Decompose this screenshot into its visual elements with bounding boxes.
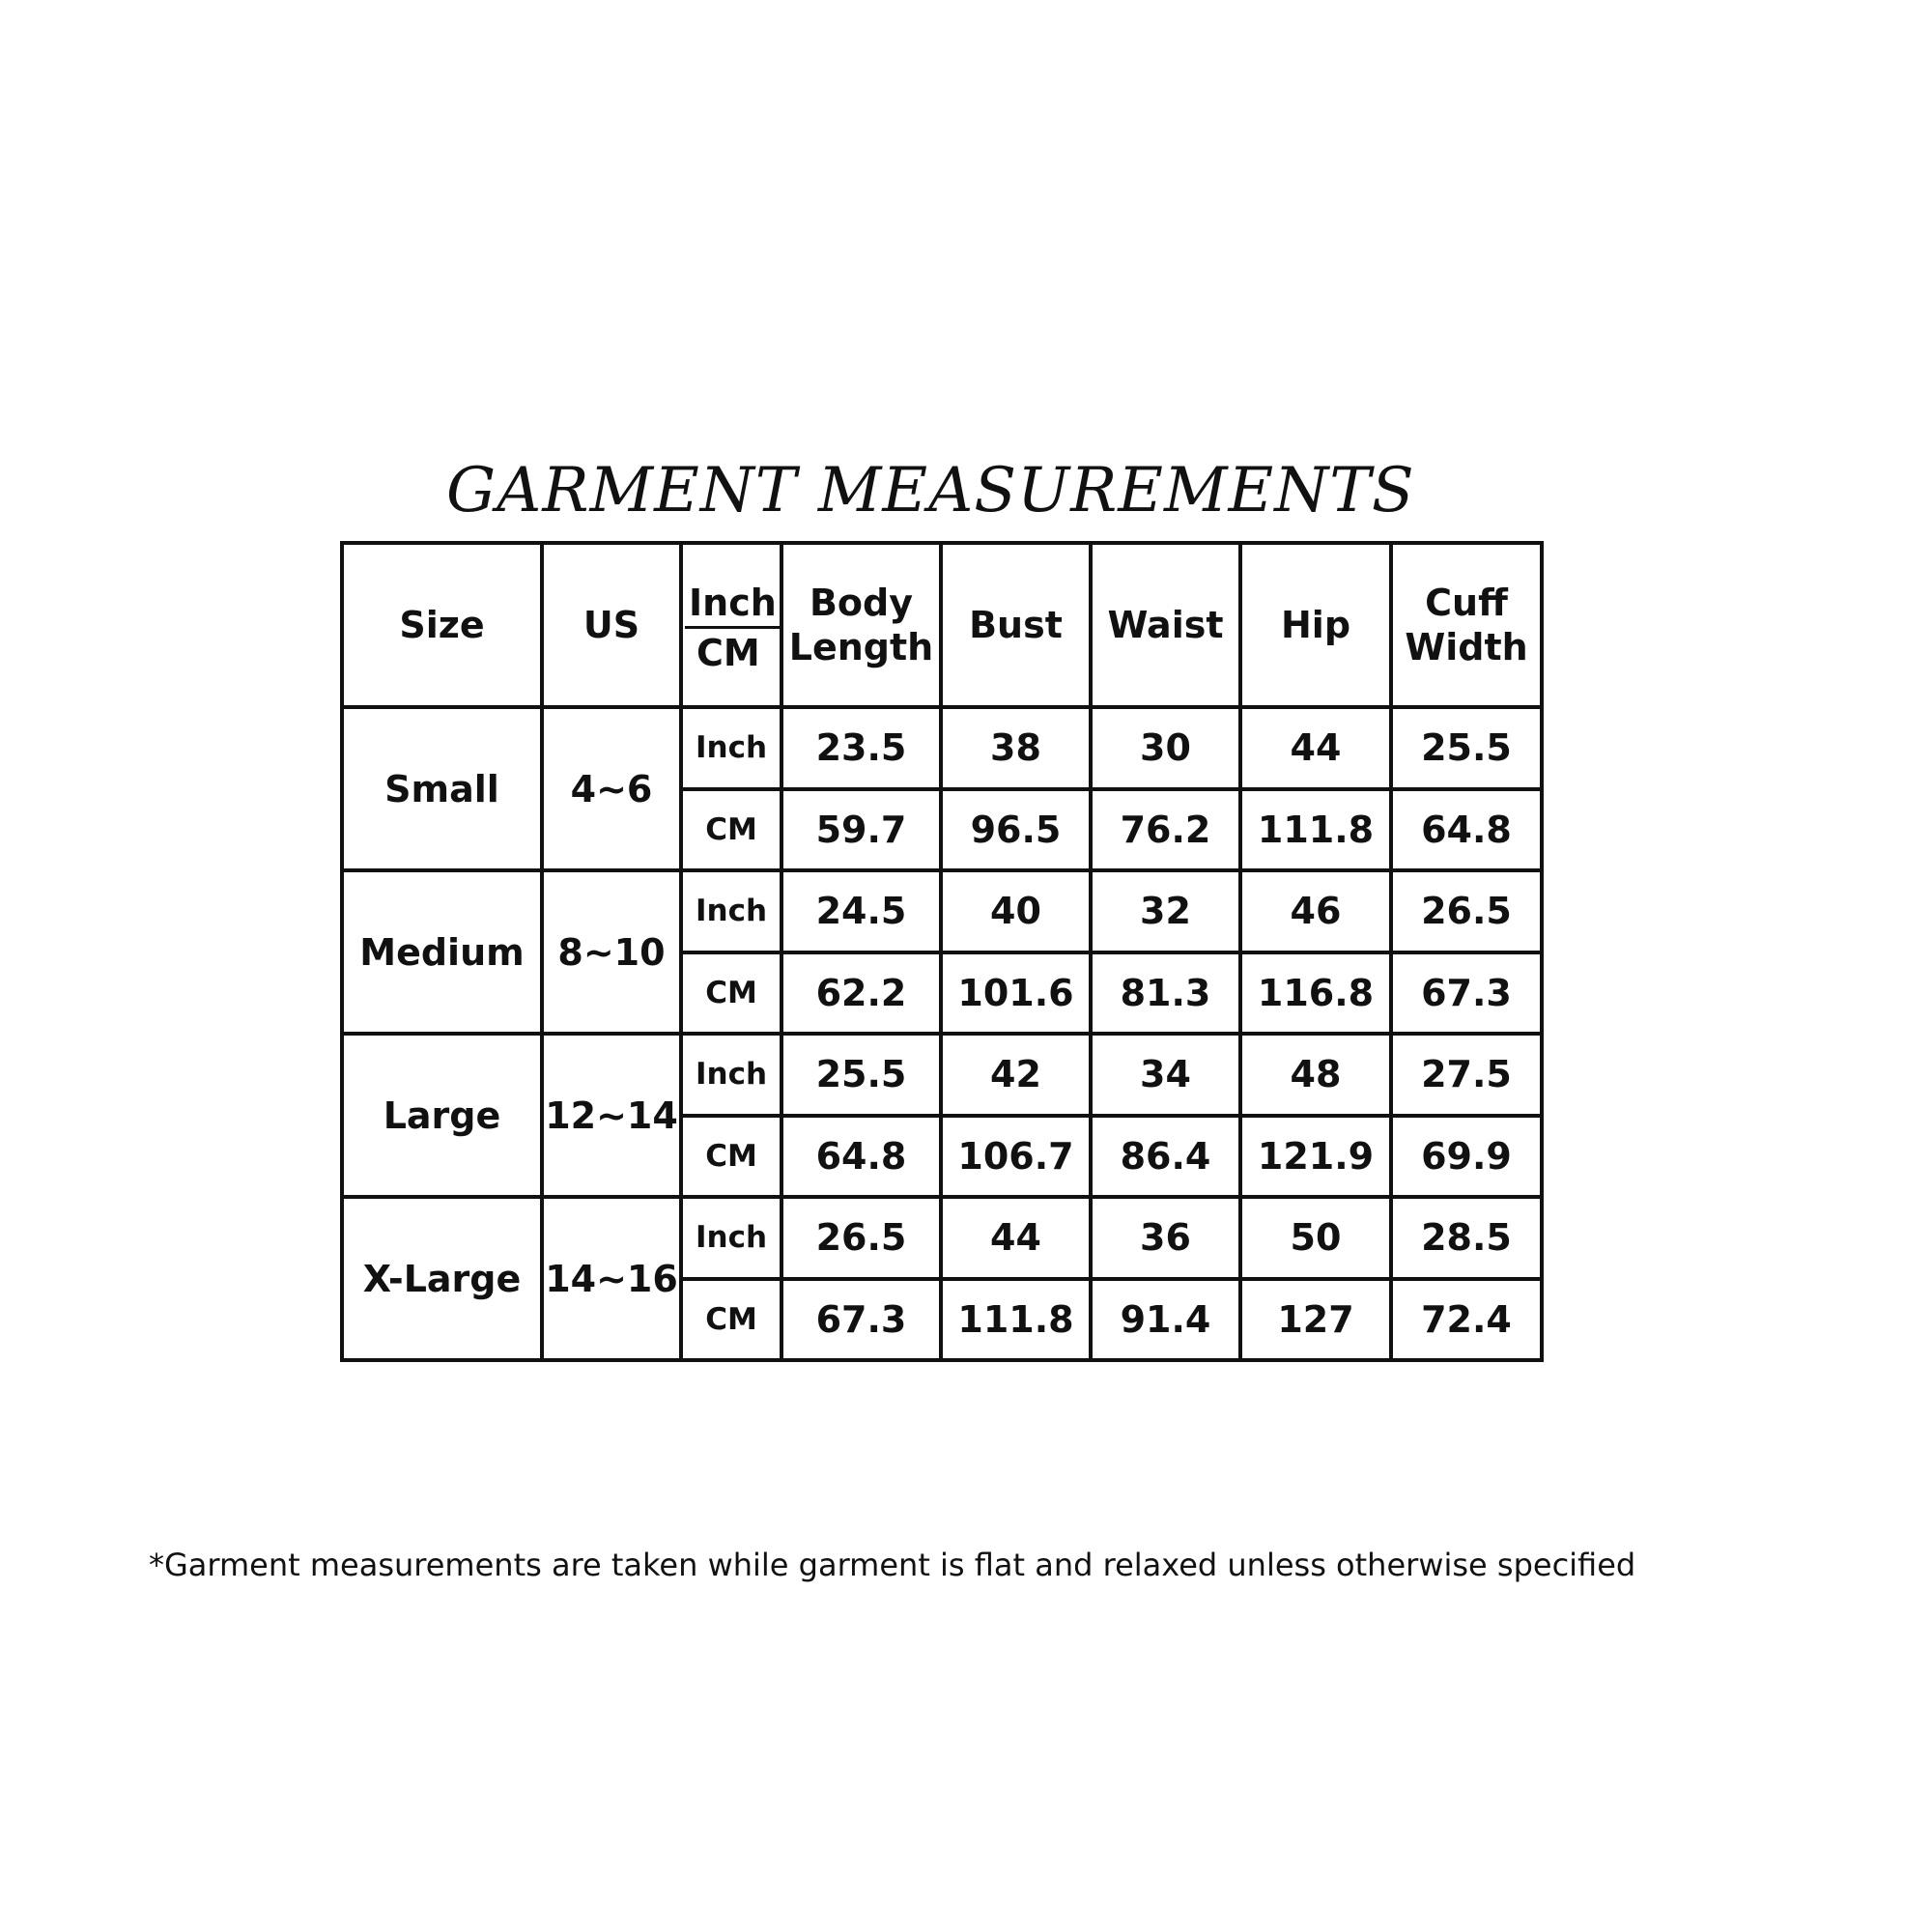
header-unit [681,543,781,707]
header-row [342,543,1542,707]
body-length-cell: 23.5 [781,707,941,789]
waist-cell: 34 [1091,1034,1240,1116]
hip-cell: 48 [1240,1034,1391,1116]
header-us: US [542,543,681,707]
header-bust: Bust [941,543,1091,707]
unit-cell: Inch [681,1034,781,1116]
waist-cell: 32 [1091,870,1240,952]
table-row-medium-inch [342,870,1542,952]
us-size-cell: 12~14 [542,1034,681,1197]
hip-cell: 44 [1240,707,1391,789]
size-cell: X-Large [342,1197,542,1360]
unit-cell: Inch [681,1197,781,1279]
hip-cell: 116.8 [1240,952,1391,1035]
header-body-length-line2: Length [788,626,934,668]
waist-cell: 76.2 [1091,789,1240,871]
cuff-width-cell: 27.5 [1391,1034,1542,1116]
hip-cell: 50 [1240,1197,1391,1279]
waist-cell: 91.4 [1091,1279,1240,1361]
unit-cell: CM [681,952,781,1035]
body-length-cell: 25.5 [781,1034,941,1116]
waist-cell: 30 [1091,707,1240,789]
header-body-length [781,543,941,707]
body-length-cell: 59.7 [781,789,941,871]
hip-cell: 111.8 [1240,789,1391,871]
table-row-large-inch [342,1034,1542,1116]
body-length-cell: 67.3 [781,1279,941,1361]
unit-cell: CM [681,1116,781,1198]
hip-cell: 127 [1240,1279,1391,1361]
page-title: GARMENT MEASUREMENTS [446,455,1415,526]
header-cuff-width-line1: Cuff [1425,582,1508,624]
cuff-width-cell: 26.5 [1391,870,1542,952]
cuff-width-cell: 64.8 [1391,789,1542,871]
waist-cell: 86.4 [1091,1116,1240,1198]
bust-cell: 96.5 [941,789,1091,871]
bust-cell: 106.7 [941,1116,1091,1198]
hip-cell: 46 [1240,870,1391,952]
bust-cell: 38 [941,707,1091,789]
body-length-cell: 24.5 [781,870,941,952]
us-size-cell: 14~16 [542,1197,681,1360]
size-cell: Large [342,1034,542,1197]
hip-cell: 121.9 [1240,1116,1391,1198]
size-chart-table [340,541,1544,1362]
body-length-cell: 62.2 [781,952,941,1035]
table-row-small-inch [342,707,1542,789]
header-cuff-width [1391,543,1542,707]
unit-cell: Inch [681,870,781,952]
cuff-width-cell: 28.5 [1391,1197,1542,1279]
waist-cell: 81.3 [1091,952,1240,1035]
unit-cell: CM [681,1279,781,1361]
header-unit-cm: CM [696,632,760,674]
header-hip: Hip [1240,543,1391,707]
header-unit-inch: Inch [685,580,780,629]
us-size-cell: 4~6 [542,707,681,870]
unit-cell: Inch [681,707,781,789]
header-body-length-line1: Body [809,582,914,624]
unit-cell: CM [681,789,781,871]
waist-cell: 36 [1091,1197,1240,1279]
header-cuff-width-line2: Width [1405,626,1528,668]
bust-cell: 111.8 [941,1279,1091,1361]
size-cell: Medium [342,870,542,1034]
header-waist: Waist [1091,543,1240,707]
cuff-width-cell: 67.3 [1391,952,1542,1035]
table-row-xlarge-inch [342,1197,1542,1279]
body-length-cell: 64.8 [781,1116,941,1198]
cuff-width-cell: 69.9 [1391,1116,1542,1198]
cuff-width-cell: 25.5 [1391,707,1542,789]
cuff-width-cell: 72.4 [1391,1279,1542,1361]
bust-cell: 42 [941,1034,1091,1116]
footnote: *Garment measurements are taken while garment is flat and relaxed unless otherwise specified [149,1547,1636,1583]
size-cell: Small [342,707,542,870]
us-size-cell: 8~10 [542,870,681,1034]
header-size: Size [342,543,542,707]
bust-cell: 40 [941,870,1091,952]
body-length-cell: 26.5 [781,1197,941,1279]
bust-cell: 101.6 [941,952,1091,1035]
bust-cell: 44 [941,1197,1091,1279]
